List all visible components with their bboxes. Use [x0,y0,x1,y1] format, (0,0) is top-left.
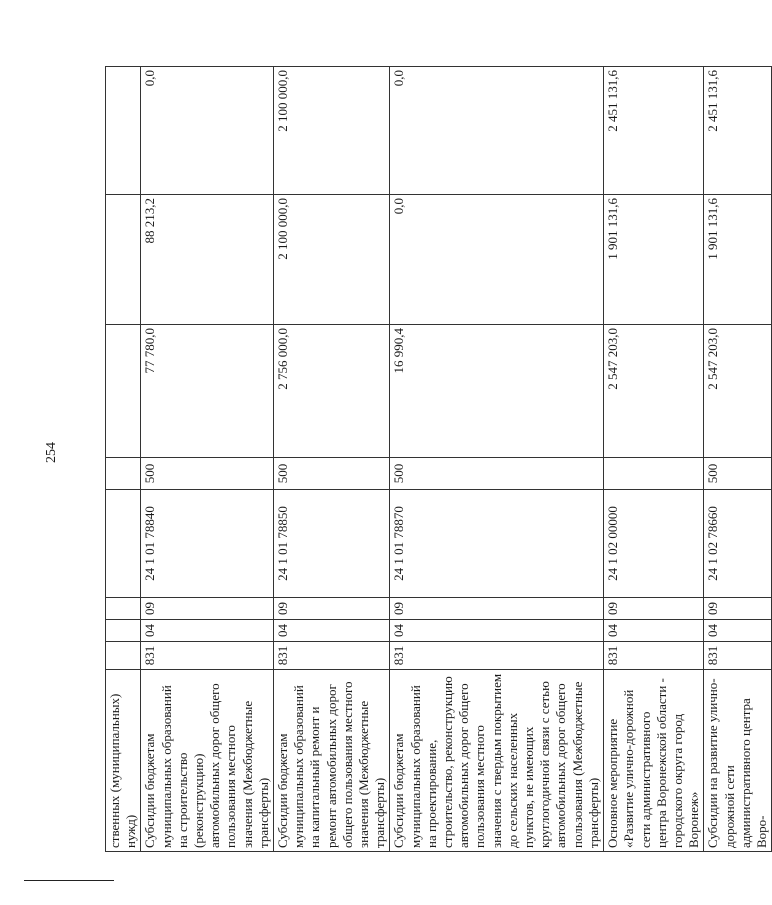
amount-year2-cell: 2 100 000,0 [274,195,390,325]
table-row [141,67,274,852]
amount-year3-cell [106,67,141,195]
name-cell: ственных (муниципальных) нужд) [106,670,141,852]
page-number: 254 [44,442,59,463]
amount-year1-cell: 16 990,4 [390,325,604,458]
ministry-code-cell: 831 [390,642,604,670]
table-row [604,67,704,852]
section-code-cell: 04 [141,620,274,642]
rotated-budget-table-wrapper [105,67,769,852]
subsection-code-cell: 09 [604,598,704,620]
amount-year3-cell: 2 100 000,0 [274,67,390,195]
amount-year2-cell: 1 901 131,6 [604,195,704,325]
amount-year1-cell: 77 780,0 [141,325,274,458]
amount-year3-cell: 2 451 131,6 [604,67,704,195]
table-row [390,67,604,852]
table-row [704,67,772,852]
amount-year1-cell: 2 547 203,0 [704,325,772,458]
name-cell: Субсидии на развитие улично-дорожной сети административного центра Воро- [704,670,772,852]
footer-divider [24,880,114,881]
ministry-code-cell: 831 [704,642,772,670]
expense-type-cell: 500 [704,458,772,490]
subsection-code-cell: 09 [274,598,390,620]
subsection-code-cell: 09 [704,598,772,620]
section-code-cell: 04 [604,620,704,642]
section-code-cell: 04 [274,620,390,642]
amount-year1-cell: 2 756 000,0 [274,325,390,458]
subsection-code-cell: 09 [141,598,274,620]
expense-type-cell: 500 [274,458,390,490]
expense-type-cell [604,458,704,490]
expense-type-cell: 500 [390,458,604,490]
amount-year2-cell: 1 901 131,6 [704,195,772,325]
ministry-code-cell: 831 [274,642,390,670]
amount-year3-cell: 2 451 131,6 [704,67,772,195]
expense-type-cell: 500 [141,458,274,490]
section-code-cell [106,620,141,642]
name-cell: Субсидии бюджетам муниципальных образований на строительство (реконструкцию) автомобильных дорог общего пользования местного значения (Межбюджетные трансферты) [141,670,274,852]
amount-year1-cell [106,325,141,458]
target-article-cell: 24 1 01 78870 [390,490,604,598]
name-cell: Субсидии бюджетам муниципальных образований на капитальный ремонт и ремонт автомобильных дорог общего пользования местного значения (Межбюджетные трансферты) [274,670,390,852]
subsection-code-cell: 09 [390,598,604,620]
amount-year2-cell [106,195,141,325]
amount-year3-cell: 0,0 [390,67,604,195]
name-cell: Основное мероприятие «Развитие улично-дорожной сети административного центра Воронежской области - городского округа город Воронеж» [604,670,704,852]
section-code-cell: 04 [704,620,772,642]
target-article-cell: 24 1 02 00000 [604,490,704,598]
ministry-code-cell [106,642,141,670]
amount-year2-cell: 0,0 [390,195,604,325]
target-article-cell [106,490,141,598]
amount-year2-cell: 88 213,2 [141,195,274,325]
amount-year3-cell: 0,0 [141,67,274,195]
expense-type-cell [106,458,141,490]
section-code-cell: 04 [390,620,604,642]
subsection-code-cell [106,598,141,620]
budget-table [105,66,772,852]
amount-year1-cell: 2 547 203,0 [604,325,704,458]
table-row [106,67,141,852]
target-article-cell: 24 1 01 78840 [141,490,274,598]
target-article-cell: 24 1 01 78850 [274,490,390,598]
table-row [274,67,390,852]
ministry-code-cell: 831 [604,642,704,670]
ministry-code-cell: 831 [141,642,274,670]
name-cell: Субсидии бюджетам муниципальных образований на проектирование, строительство, реконструкцию автомобильных дорог общего пользования местного значения с твердым покрытием до сельских населенных пунктов, не имеющих круглогодичной связи с сетью автомобильных дорог общего пользования (Межбюджетные трансферты) [390,670,604,852]
target-article-cell: 24 1 02 78660 [704,490,772,598]
